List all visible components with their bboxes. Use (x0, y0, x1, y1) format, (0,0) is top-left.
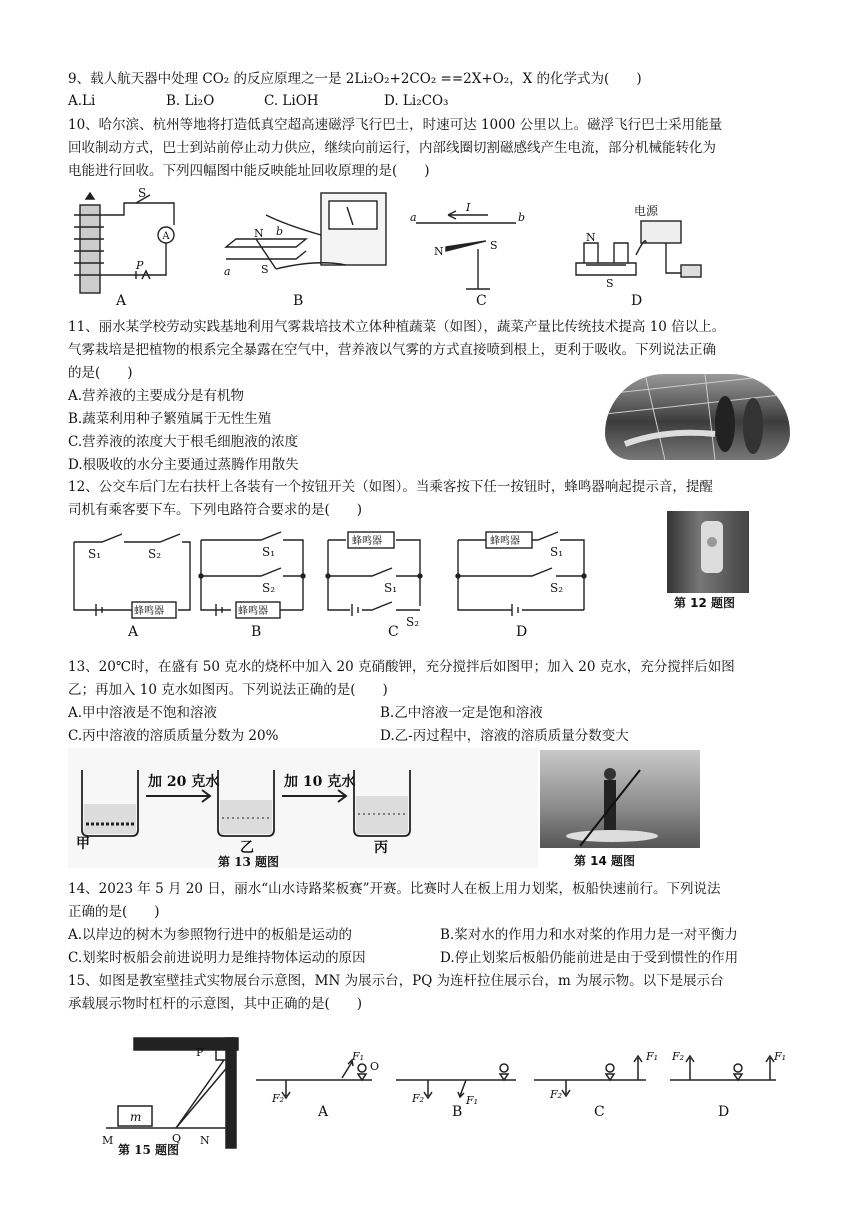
q13-line-1: 13、20℃时，在盛有 50 克水的烧杯中加入 20 克硝酸钾，充分搅拌后如图甲；加入 20 克水，充分搅拌后如图 (68, 659, 735, 675)
q14-option-c: C.划桨时板船会前进说明力是维持物体运动的原因 (68, 950, 366, 966)
svg-text:S₁: S₁ (262, 545, 276, 559)
q14-photo-caption: 第 14 题图 (574, 854, 636, 868)
svg-text:S₂: S₂ (262, 581, 276, 595)
q13-options-row-1 (68, 702, 543, 724)
svg-text:C: C (594, 1104, 605, 1120)
q13-arrow-1: 加 20 克水 (148, 774, 220, 790)
q15-line-1: 15、如图是教室壁挂式实物展台示意图，MN 为展示台，PQ 为连杆拉住展示台，m 为展示物。以下是展示台 (68, 973, 724, 989)
q13-caption: 第 13 题图 (218, 855, 280, 868)
q10-figures (66, 185, 726, 310)
svg-text:B: B (251, 624, 262, 640)
svg-text:电源: 电源 (634, 204, 659, 218)
svg-text:S₁: S₁ (550, 545, 564, 559)
q13-option-a: A.甲中溶液是不饱和溶液 (68, 705, 218, 721)
q15-figures (66, 1020, 806, 1156)
q15-option-b-figure (396, 1064, 516, 1120)
svg-text:N: N (200, 1134, 210, 1147)
q14-option-d: D.停止划桨后板船仍能前进是由于受到惯性的作用 (440, 950, 739, 966)
q12-circuit-d (456, 532, 586, 640)
q9-option-a: A.Li (68, 93, 96, 109)
q9-option-b: B. Li₂O (166, 93, 215, 109)
svg-text:蜂鸣器: 蜂鸣器 (134, 606, 164, 617)
q15-line-2: 承载展示物时杠杆的示意图，其中正确的是( ) (68, 996, 363, 1012)
q10-label-d: D (631, 293, 643, 309)
q14-option-a: A.以岸边的树木为参照物行进中的板船是运动的 (68, 927, 353, 943)
svg-text:蜂鸣器: 蜂鸣器 (352, 536, 382, 547)
q11-option-c: C.营养液的浓度大于根毛细胞液的浓度 (68, 434, 299, 450)
q14-option-b: B.桨对水的作用力和水对桨的作用力是一对平衡力 (440, 927, 738, 943)
svg-text:m: m (130, 1110, 142, 1124)
q10-label-a: A (116, 293, 127, 309)
svg-text:Q: Q (172, 1132, 182, 1145)
q14-options-row-2 (68, 947, 738, 969)
q13-option-d: D.乙-丙过程中，溶液的溶质质量分数变大 (380, 728, 629, 744)
svg-text:F₁: F₁ (774, 1050, 787, 1063)
q10-figure-c (410, 201, 525, 309)
q11-option-a: A.营养液的主要成分是有机物 (68, 388, 245, 404)
svg-text:S₁: S₁ (88, 547, 102, 561)
svg-text:D: D (516, 624, 528, 640)
q14-line-1: 14、2023 年 5 月 20 日，丽水“山水诗路桨板赛”开赛。比赛时人在板上用力划桨，板船快速前行。下列说法 (68, 881, 721, 897)
q15-caption: 第 15 题图 (118, 1143, 180, 1156)
svg-text:P: P (196, 1046, 204, 1059)
q13-beakers-figure (68, 748, 538, 868)
svg-text:O: O (370, 1060, 380, 1073)
q11-line-2: 气雾栽培是把植物的根系完全暴露在空气中，营养液以气雾的方式直接喷到根上，更利于吸收。下列说法正确 (68, 342, 716, 358)
q12-button-photo (667, 511, 749, 593)
q9-options (68, 90, 448, 112)
q10-line-2: 回收制动方式，巴士到站前停止动力供应，继续向前运行，内部线圈切割磁感线产生电流，部分机械能转化为 (68, 140, 716, 156)
q11-option-b: B.蔬菜利用种子繁殖属于无性生殖 (68, 411, 272, 427)
q12-line-1: 12、公交车后门左右扶杆上各装有一个按钮开关（如图）。当乘客按下任一按钮时，蜂鸣器响起提示音，提醒 (68, 479, 713, 495)
q15-option-c-figure (534, 1050, 658, 1120)
q15-wall-figure (102, 1038, 238, 1156)
svg-text:A: A (162, 231, 170, 242)
q12-circuits (66, 528, 646, 646)
q10-figure-b (224, 193, 386, 309)
q13-beaker-bing: 丙 (374, 840, 388, 856)
q11-line-1: 11、丽水某学校劳动实践基地利用气雾栽培技术立体种植蔬菜（如图），蔬菜产量比传统技术提高 10 倍以上。 (68, 319, 726, 335)
svg-text:S₂: S₂ (406, 615, 420, 629)
q14-line-2: 正确的是( ) (68, 904, 160, 920)
q10-figure-d (576, 203, 701, 309)
q15-option-a-figure (256, 1050, 379, 1120)
svg-text:S: S (261, 263, 269, 276)
q9-option-d: D. Li₂CO₃ (384, 93, 449, 109)
svg-text:S: S (606, 277, 614, 290)
svg-text:a: a (224, 265, 231, 278)
svg-text:P: P (136, 259, 144, 272)
svg-text:F₁: F₁ (646, 1050, 659, 1063)
svg-text:S₂: S₂ (550, 581, 564, 595)
svg-text:S₂: S₂ (148, 547, 162, 561)
svg-text:D: D (718, 1104, 730, 1120)
svg-text:a: a (410, 211, 417, 224)
q11-line-3: 的是( ) (68, 365, 133, 381)
q10-label-b: B (293, 293, 304, 309)
q12-line-2: 司机有乘客要下车。下列电路符合要求的是( ) (68, 502, 363, 518)
q12-photo-caption: 第 12 题图 (674, 596, 736, 610)
q15-option-d-figure (670, 1050, 786, 1120)
q10-figure-a (74, 186, 174, 309)
svg-text:B: B (452, 1104, 463, 1120)
svg-text:b: b (518, 211, 526, 224)
q11-greenhouse-photo (605, 374, 790, 460)
svg-text:N: N (254, 227, 264, 240)
svg-text:N: N (434, 245, 444, 258)
svg-text:b: b (276, 225, 284, 238)
q9-stem: 9、载人航天器中处理 CO₂ 的反应原理之一是 2Li₂O₂+2CO₂ ==2X+O₂，X 的化学式为( ) (68, 71, 642, 87)
svg-text:N: N (586, 231, 596, 244)
svg-text:A: A (128, 624, 139, 640)
svg-text:S₁: S₁ (384, 581, 398, 595)
q12-circuit-b (199, 532, 305, 640)
svg-text:S: S (490, 239, 498, 252)
q13-arrow-2: 加 10 克水 (284, 774, 356, 790)
q13-options-row-2 (68, 725, 629, 747)
svg-text:C: C (388, 624, 399, 640)
svg-text:F₂: F₂ (672, 1050, 685, 1063)
svg-text:F₁: F₁ (352, 1050, 365, 1063)
q13-option-c: C.丙中溶液的溶质质量分数为 20% (68, 728, 279, 744)
q13-beaker-yi: 乙 (240, 840, 254, 856)
q14-paddleboard-photo (540, 750, 700, 848)
q10-label-c: C (476, 293, 487, 309)
svg-text:M: M (102, 1134, 114, 1147)
svg-text:蜂鸣器: 蜂鸣器 (238, 606, 268, 617)
q13-option-b: B.乙中溶液一定是饱和溶液 (380, 705, 543, 721)
q12-circuit-a (74, 534, 190, 640)
q12-circuit-c (326, 532, 422, 640)
q13-beaker-jia: 甲 (76, 836, 90, 852)
q9-option-c: C. LiOH (264, 93, 319, 109)
q14-options-row-1 (68, 924, 738, 946)
q13-line-2: 乙；再加入 10 克水如图丙。下列说法正确的是( ) (68, 682, 388, 698)
svg-text:A: A (318, 1104, 329, 1120)
svg-text:F₂: F₂ (412, 1092, 425, 1105)
svg-text:蜂鸣器: 蜂鸣器 (490, 536, 520, 547)
q11-option-d: D.根吸收的水分主要通过蒸腾作用散失 (68, 457, 299, 473)
q10-line-3: 电能进行回收。下列四幅图中能反映能址回收原理的是( ) (68, 163, 430, 179)
svg-text:S: S (138, 186, 147, 200)
svg-text:I: I (466, 201, 471, 214)
svg-text:F₂: F₂ (272, 1092, 285, 1105)
svg-text:F₂: F₂ (550, 1088, 563, 1101)
q10-line-1: 10、哈尔滨、杭州等地将打造低真空超高速磁浮飞行巴士，时速可达 1000 公里以上。磁浮飞行巴士采用能量 (68, 117, 723, 133)
svg-text:F₁: F₁ (466, 1094, 479, 1107)
